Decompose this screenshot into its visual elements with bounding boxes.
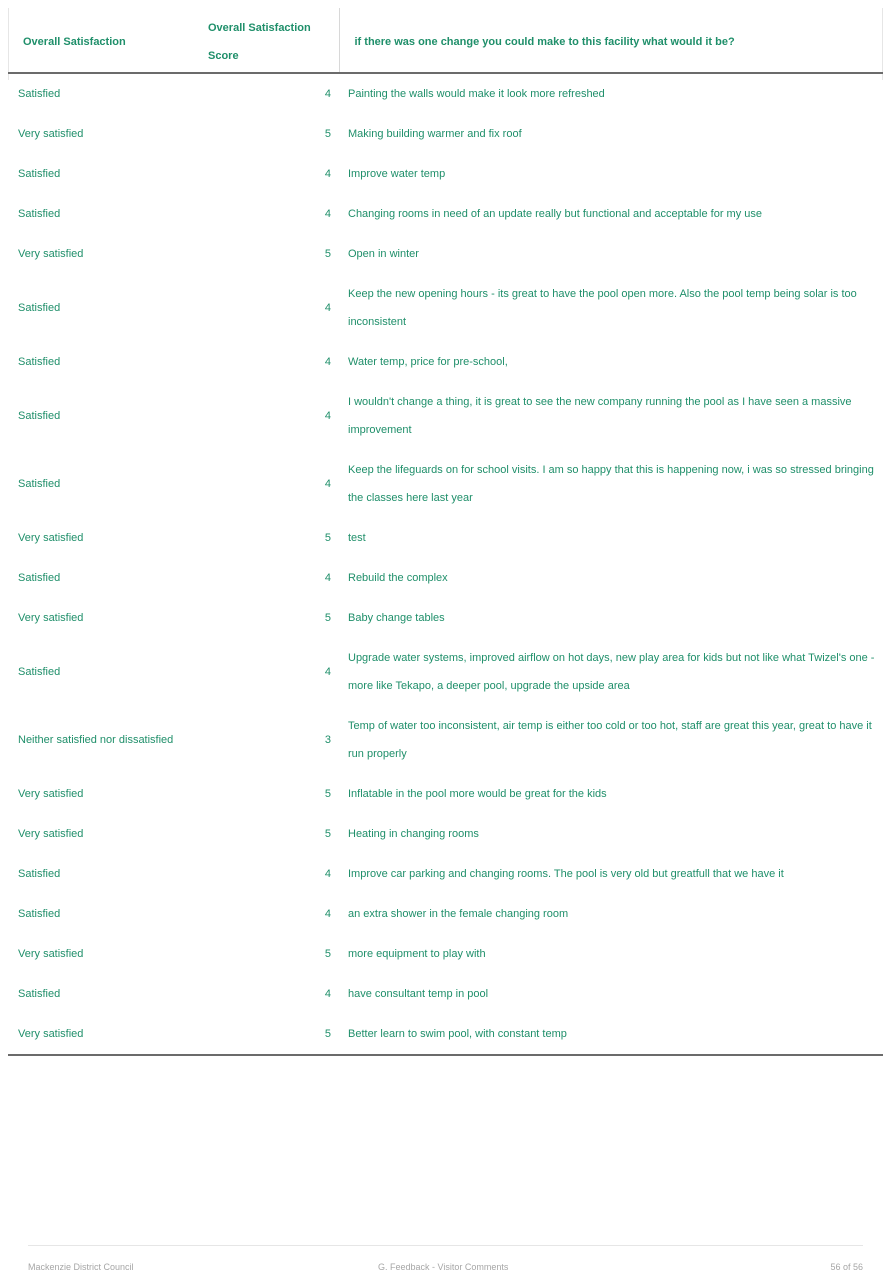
- satisfaction-cell: Very satisfied: [18, 788, 84, 800]
- score-cell: 4: [324, 302, 331, 314]
- score-cell: 4: [324, 88, 331, 100]
- comments-table-container: [8, 8, 883, 1056]
- table-row: [8, 450, 883, 518]
- score-cell: 4: [324, 168, 331, 180]
- table-row: [8, 814, 883, 854]
- footer-organization: Mackenzie District Council: [28, 1262, 134, 1272]
- satisfaction-cell: Satisfied: [18, 410, 61, 422]
- change-comment-cell: Baby change tables: [348, 612, 445, 624]
- score-cell: 4: [324, 356, 331, 368]
- change-comment-cell: Better learn to swim pool, with constant temp: [339, 1014, 883, 1055]
- change-comment-cell: Rebuild the complex: [348, 572, 448, 584]
- score-cell: 4: [324, 908, 331, 920]
- change-comment-cell: more equipment to play with: [348, 948, 486, 960]
- score-cell: 5: [324, 612, 331, 624]
- footer-section-title: G. Feedback - Visitor Comments: [378, 1262, 509, 1272]
- footer-divider: [28, 1245, 863, 1246]
- score-cell: 5: [324, 948, 331, 960]
- change-comment-cell: Heating in changing rooms: [348, 828, 479, 840]
- satisfaction-cell: Satisfied: [18, 356, 61, 368]
- table-row: [8, 518, 883, 558]
- change-comment-cell: an extra shower in the female changing room: [348, 908, 569, 920]
- change-comment-cell: Keep the lifeguards on for school visits. I am so happy that this is happening now, i was so stressed bringing the classes here last year: [348, 464, 874, 504]
- change-comment-cell: Improve car parking and changing rooms. The pool is very old but greatfull that we have it: [348, 868, 784, 880]
- change-comment-cell: Water temp, price for pre-school,: [348, 356, 508, 368]
- satisfaction-cell: Satisfied: [18, 572, 61, 584]
- score-cell: 3: [324, 734, 331, 746]
- satisfaction-cell: Satisfied: [18, 868, 61, 880]
- comments-table: [8, 8, 883, 1056]
- satisfaction-cell: Very satisfied: [18, 248, 84, 260]
- satisfaction-cell: Very satisfied: [18, 828, 84, 840]
- table-row: [8, 342, 883, 382]
- table-row: [8, 974, 883, 1014]
- change-comment-cell: Inflatable in the pool more would be great for the kids: [348, 788, 607, 800]
- change-comment-cell: test: [348, 532, 366, 544]
- header-satisfaction-score: Overall Satisfaction Score: [198, 8, 339, 73]
- satisfaction-cell: Satisfied: [18, 88, 61, 100]
- table-row: [8, 382, 883, 450]
- satisfaction-cell: Satisfied: [18, 208, 61, 220]
- change-comment-cell: I wouldn't change a thing, it is great to see the new company running the pool as I have seen a massive improvement: [348, 396, 852, 436]
- score-cell: 4: [324, 988, 331, 1000]
- satisfaction-cell: Satisfied: [18, 988, 61, 1000]
- table-row: [8, 934, 883, 974]
- table-row: [8, 154, 883, 194]
- change-comment-cell: Making building warmer and fix roof: [348, 128, 522, 140]
- change-comment-cell: Improve water temp: [348, 168, 446, 180]
- change-comment-cell: Changing rooms in need of an update really but functional and acceptable for my use: [348, 208, 762, 220]
- change-comment-cell: Open in winter: [348, 248, 419, 260]
- satisfaction-cell: Satisfied: [18, 666, 61, 678]
- header-row: [8, 8, 883, 73]
- score-cell: 4: [324, 478, 331, 490]
- satisfaction-cell: Neither satisfied nor dissatisfied: [18, 734, 174, 746]
- table-row: [8, 1014, 883, 1055]
- table-row: [8, 274, 883, 342]
- table-row: [8, 558, 883, 598]
- score-cell: 5: [324, 828, 331, 840]
- table-row: [8, 114, 883, 154]
- score-cell: 5: [324, 128, 331, 140]
- change-comment-cell: Upgrade water systems, improved airflow on hot days, new play area for kids but not like what Twizel's one - more like Tekapo, a deeper pool, upgrade the upside area: [348, 652, 875, 692]
- table-row: [8, 194, 883, 234]
- satisfaction-cell: Satisfied: [18, 478, 61, 490]
- footer-page-number: 56 of 56: [830, 1262, 863, 1272]
- satisfaction-cell: Very satisfied: [8, 1014, 198, 1055]
- table-row: [8, 854, 883, 894]
- satisfaction-cell: Very satisfied: [18, 128, 84, 140]
- change-comment-cell: Temp of water too inconsistent, air temp is either too cold or too hot, staff are great this year, great to have it run properly: [348, 720, 872, 760]
- score-cell: 4: [324, 208, 331, 220]
- score-cell: 5: [324, 248, 331, 260]
- score-cell: 5: [198, 1014, 339, 1055]
- score-cell: 4: [324, 410, 331, 422]
- satisfaction-cell: Very satisfied: [18, 612, 84, 624]
- header-overall-satisfaction: Overall Satisfaction: [8, 8, 198, 73]
- table-row: [8, 894, 883, 934]
- header-one-change: if there was one change you could make to this facility what would it be?: [339, 8, 883, 73]
- score-cell: 5: [324, 532, 331, 544]
- satisfaction-cell: Satisfied: [18, 908, 61, 920]
- score-cell: 5: [324, 788, 331, 800]
- table-row: [8, 598, 883, 638]
- table-row: [8, 774, 883, 814]
- change-comment-cell: Keep the new opening hours - its great to have the pool open more. Also the pool temp being solar is too inconsistent: [348, 288, 857, 328]
- satisfaction-cell: Very satisfied: [18, 532, 84, 544]
- score-cell: 4: [324, 868, 331, 880]
- table-row: [8, 706, 883, 774]
- table-row: [8, 638, 883, 706]
- score-cell: 4: [324, 572, 331, 584]
- change-comment-cell: have consultant temp in pool: [348, 988, 489, 1000]
- satisfaction-cell: Satisfied: [18, 302, 61, 314]
- satisfaction-cell: Satisfied: [18, 168, 61, 180]
- table-row: [8, 73, 883, 114]
- change-comment-cell: Painting the walls would make it look more refreshed: [348, 88, 605, 100]
- table-body: [8, 73, 883, 1055]
- satisfaction-cell: Very satisfied: [18, 948, 84, 960]
- table-header: [8, 8, 883, 73]
- score-cell: 4: [324, 666, 331, 678]
- table-row: [8, 234, 883, 274]
